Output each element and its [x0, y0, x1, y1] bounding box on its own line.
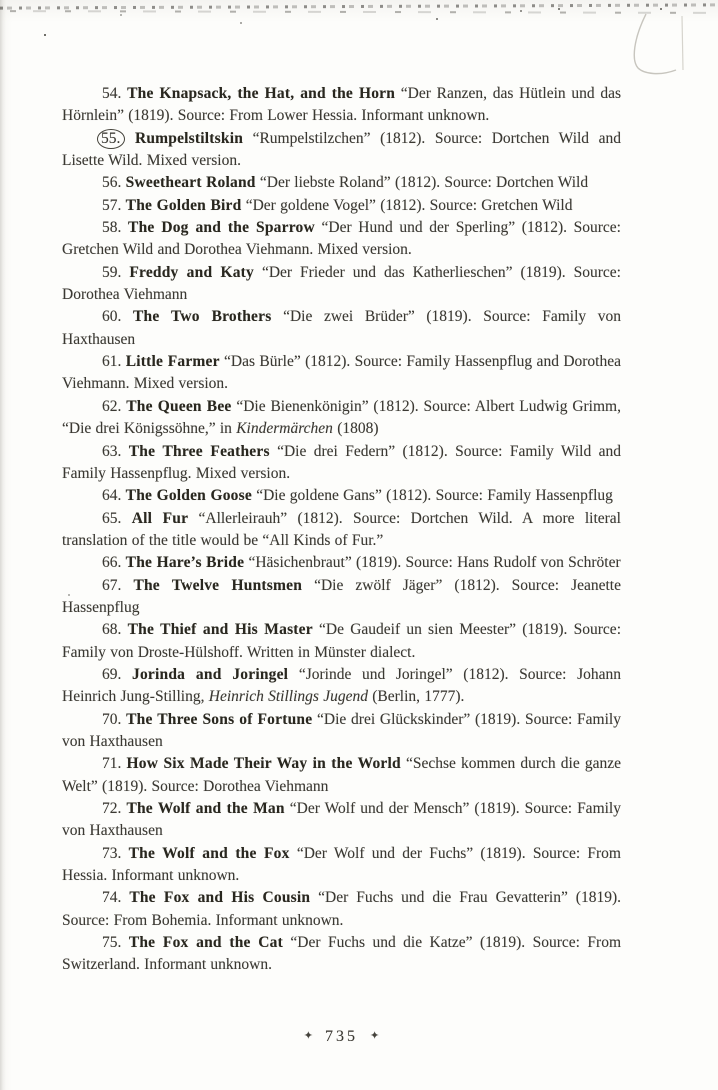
entry-text: “Die drei Glückskinder” (1819). Source: Family von Haxthausen	[62, 710, 621, 750]
entry-text: “Der Wolf und der Fuchs” (1819). Source: From Hessia. Informant unknown.	[62, 844, 621, 885]
entry-text: (Berlin, 1777).	[367, 688, 465, 706]
entry-number: 65.	[102, 509, 122, 527]
entry-title-english: The Three Sons of Fortune	[126, 710, 313, 728]
entry-title-english: The Two Brothers	[133, 308, 272, 326]
entry-title-english: The Three Feathers	[128, 442, 270, 460]
entry-text: “Der Ranzen, das Hütlein und das Hörnlein” (1819). Source: From Lower Hessia. Informant unknown.	[62, 85, 622, 125]
entry-number: 73.	[102, 844, 122, 862]
entry-title-english: Rumpelstiltskin	[134, 129, 244, 147]
entry-number: 71.	[102, 755, 122, 773]
entry-title-english: The Wolf and the Man	[126, 800, 285, 817]
entry-number: 67.	[102, 576, 122, 594]
catalog-entry	[62, 552, 621, 574]
catalog-entry	[62, 843, 621, 888]
entry-title-english: The Fox and His Cousin	[129, 889, 311, 907]
catalog-entry	[62, 172, 621, 194]
entry-number-circled-annotation: 55.	[97, 129, 125, 149]
entry-number: 69.	[102, 665, 122, 683]
entry-number: 70.	[102, 710, 122, 728]
entry-number: 57.	[102, 196, 122, 214]
entry-number: 68.	[102, 621, 122, 639]
entry-title-english: All Fur	[131, 509, 189, 527]
entry-text: “Der Hund und der Sperling” (1812). Source: Gretchen Wild and Dorothea Viehmann. Mixed version.	[62, 219, 621, 259]
catalog-entry	[62, 83, 621, 128]
entry-text: “Der Fuchs und die Katze” (1819). Source: From Switzerland. Informant unknown.	[62, 934, 622, 974]
entry-number: 66.	[102, 554, 122, 572]
catalog-entry	[62, 575, 621, 620]
catalog-entry	[62, 441, 621, 486]
entry-title-english: Sweetheart Roland	[125, 174, 256, 192]
entry-number: 61.	[102, 353, 122, 371]
page-footer	[62, 1028, 621, 1046]
catalog-entry	[62, 932, 621, 977]
catalog-entry	[62, 306, 621, 351]
entry-title-english: How Six Made Their Way in the World	[126, 755, 401, 773]
entry-text: (1808)	[332, 420, 379, 438]
entry-text: “De Gaudeif un sien Meester” (1819). Source: Family von Droste-Hülshoff. Written in Münster dialect.	[62, 621, 621, 661]
catalog-entry	[62, 753, 621, 798]
entry-title-english: The Golden Goose	[125, 487, 252, 505]
catalog-entry	[62, 351, 621, 396]
entry-text: “Der liebste Roland” (1812). Source: Dortchen Wild	[255, 174, 589, 192]
page-number: 735	[325, 1028, 358, 1045]
entry-text: “Die goldene Gans” (1812). Source: Family Hassenpflug	[251, 487, 613, 505]
entry-text: “Die zwölf Jäger” (1812). Source: Jeanette Hassenpflug	[62, 576, 621, 616]
catalog-entry	[62, 217, 621, 262]
entry-number: 62.	[102, 397, 122, 415]
entry-text: “Sechse kommen durch die ganze Welt” (1819). Source: Dorothea Viehmann	[62, 755, 622, 795]
entry-text: “Die drei Federn” (1812). Source: Family Wild and Family Hassenpflug. Mixed version.	[62, 442, 621, 482]
catalog-entry	[62, 664, 621, 709]
entry-title-english: The Dog and the Sparrow	[128, 219, 315, 237]
entry-number: 64.	[102, 487, 122, 505]
entry-title-english: Freddy and Katy	[129, 263, 254, 281]
entry-text: “Jorinde und Joringel” (1812). Source: Johann Heinrich Jung-Stilling,	[62, 665, 621, 706]
entry-text: “Das Bürle” (1812). Source: Family Hassenpflug and Dorothea Viehmann. Mixed version.	[62, 353, 621, 393]
entry-number: 63.	[102, 442, 122, 460]
entry-title-english: The Thief and His Master	[127, 621, 313, 639]
catalog-entry	[62, 485, 621, 507]
entry-number: 56.	[102, 174, 122, 192]
entry-title-english: The Twelve Huntsmen	[133, 576, 303, 594]
entry-number: 59.	[102, 263, 122, 281]
catalog-entry	[62, 709, 621, 754]
entry-title-english: Jorinda and Joringel	[132, 665, 289, 683]
entry-title-english: The Hare’s Bride	[125, 554, 245, 572]
entry-text: “Die zwei Brüder” (1819). Source: Family von Haxthausen	[62, 308, 621, 348]
entry-number: 72.	[102, 800, 122, 817]
entry-title-english: The Queen Bee	[126, 397, 232, 415]
catalog-entry	[62, 262, 621, 307]
entry-title-english: The Wolf and the Fox	[128, 844, 290, 862]
entry-text: “Die Bienenkönigin” (1812). Source: Albert Ludwig Grimm, “Die drei Königssöhne,” in	[62, 397, 621, 438]
entry-list	[62, 83, 621, 977]
entry-text: “Der Wolf und der Mensch” (1819). Source: Family von Haxthausen	[62, 800, 621, 840]
catalog-entry	[62, 887, 621, 932]
catalog-entry	[62, 619, 621, 664]
entry-text: “Der Frieder und das Katherlieschen” (1819). Source: Dorothea Viehmann	[62, 263, 621, 304]
entry-title-english: The Golden Bird	[125, 196, 242, 214]
entry-title-english: The Knapsack, the Hat, and the Horn	[127, 85, 396, 102]
entry-number: 54.	[102, 85, 122, 102]
catalog-entry	[62, 396, 621, 441]
entry-text: “Der goldene Vogel” (1812). Source: Gretchen Wild	[241, 196, 573, 214]
entry-number: 58.	[102, 219, 122, 237]
entry-text: “Rumpelstilzchen” (1812). Source: Dortchen Wild and Lisette Wild. Mixed version.	[62, 129, 621, 170]
diamond-ornament-right: ✦	[370, 1030, 380, 1042]
catalog-entry	[62, 508, 621, 553]
entry-text-italic: Kindermärchen	[236, 420, 333, 438]
entry-title-english: Little Farmer	[125, 353, 220, 371]
scan-speckles	[0, 0, 2, 2]
entry-number: 74.	[102, 889, 122, 907]
catalog-entry	[62, 798, 621, 843]
catalog-entry	[62, 195, 621, 217]
entry-number: 60.	[102, 308, 122, 326]
entry-text: “Häsichenbraut” (1819). Source: Hans Rudolf von Schröter	[244, 554, 621, 572]
entry-title-english: The Fox and the Cat	[128, 934, 283, 952]
catalog-entry	[62, 128, 621, 173]
entry-text-italic: Heinrich Stillings Jugend	[208, 688, 368, 706]
diamond-ornament-left: ✦	[303, 1030, 313, 1042]
entry-number: 75.	[102, 934, 122, 952]
entry-text: “Der Fuchs und die Frau Gevatterin” (1819). Source: From Bohemia. Informant unknown.	[62, 889, 622, 929]
entry-text: “Allerleirauh” (1812). Source: Dortchen Wild. A more literal translation of the title would be “All Kinds of Fur.”	[62, 509, 621, 549]
